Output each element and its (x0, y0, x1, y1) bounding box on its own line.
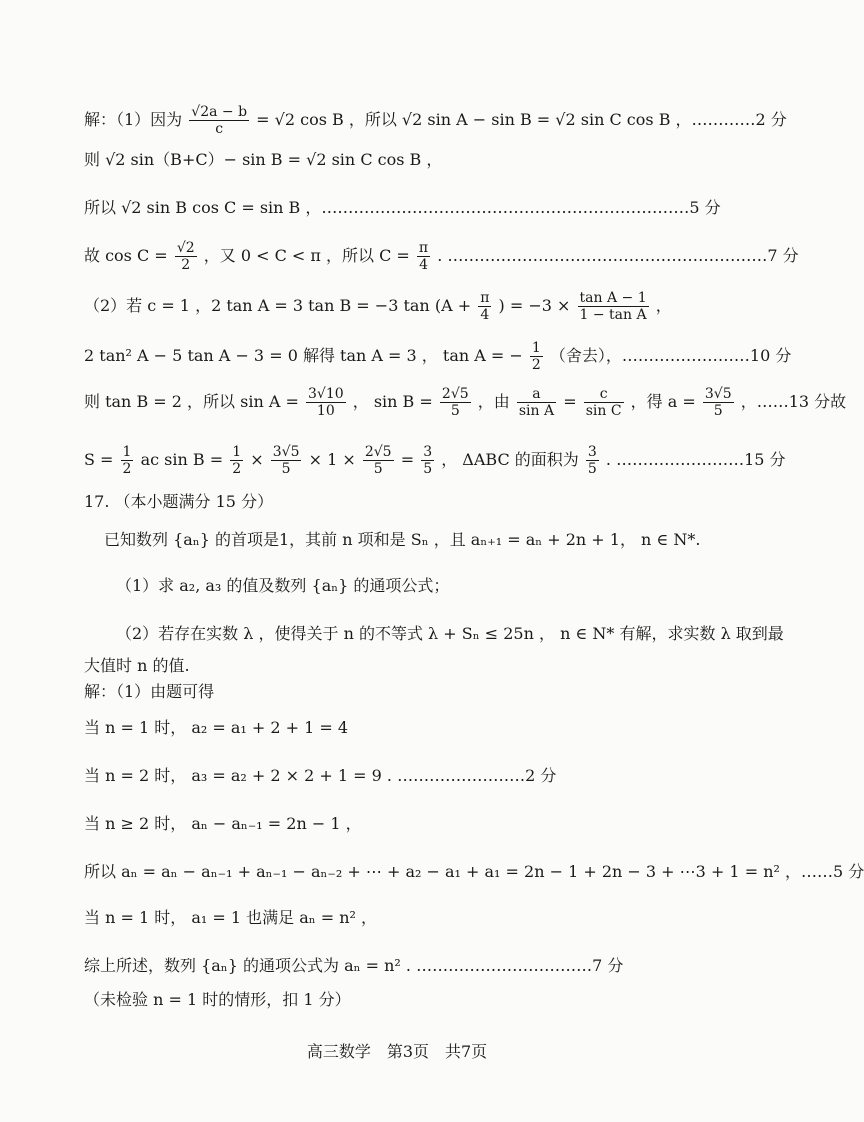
numerator: 3√5 (272, 444, 300, 460)
solution-part1-line3: 所以 √2 sin B cos C = sin B ，……………………………………………………………5 分 (84, 198, 721, 217)
solution-17-line2: 当 n = 2 时， a₃ = a₂ + 2 × 2 + 1 = 9 . ……………………2 分 (84, 766, 557, 785)
solution-part1-line1 (84, 104, 787, 137)
text: （2）若 c = 1 ，2 tan A = 3 tan B = −3 tan (A + (84, 296, 472, 315)
text: ，又 0 < C < π ，所以 C = (203, 246, 410, 265)
solution-part2-line4 (84, 444, 786, 477)
text: ， sin B = (352, 392, 433, 411)
numerator: √2a − b (191, 104, 248, 120)
numerator: 3 (423, 444, 433, 460)
text: ，……13 分故 (740, 392, 847, 411)
solution-17-line4: 所以 aₙ = aₙ − aₙ₋₁ + aₙ₋₁ − aₙ₋₂ + ⋯ + a₂ − a₁ + a₁ = 2n − 1 + 2n − 3 + ⋯3 + 1 = n² ，……5 分 (84, 862, 864, 881)
numerator: √2 (176, 240, 195, 256)
fraction (306, 386, 346, 419)
denominator: 2 (531, 357, 541, 373)
fraction (271, 444, 302, 477)
solution-part2-line2 (84, 340, 792, 373)
text: 故 cos C = (84, 246, 168, 265)
fraction (530, 340, 543, 373)
denominator: 1 − tan A (579, 307, 647, 323)
text: 解：（1）因为 (84, 110, 183, 129)
numerator: 1 (232, 444, 242, 460)
solution-17-line6: 综上所述，数列 {aₙ} 的通项公式为 aₙ = n² . ……………………………7 分 (84, 956, 624, 975)
fraction (584, 386, 624, 419)
denominator: 5 (713, 403, 723, 419)
problem-17-statement: 已知数列 {aₙ} 的首项是1，其前 n 项和是 Sₙ ，且 aₙ₊₁ = aₙ + 2n + 1， n ∈ N*. (104, 530, 701, 549)
problem-17-part2-line1: （2）若存在实数 λ ，使得关于 n 的不等式 λ + Sₙ ≤ 25n ， n ∈ N* 有解，求实数 λ 取到最 (116, 624, 784, 643)
solution-part2-line3 (84, 386, 847, 419)
solution-17-note: （未检验 n = 1 时的情形，扣 1 分） (84, 990, 351, 1009)
numerator: 2√5 (441, 386, 469, 402)
text: = (400, 450, 415, 469)
denominator: 5 (281, 461, 291, 477)
text: = (563, 392, 577, 411)
numerator: a (517, 386, 556, 403)
text: × 1 × (308, 450, 356, 469)
fraction (230, 444, 243, 477)
fraction (417, 240, 430, 273)
fraction (363, 444, 394, 477)
numerator: 2√5 (364, 444, 392, 460)
numerator: π (418, 240, 429, 256)
denominator: sin A (518, 403, 555, 419)
denominator: 5 (373, 461, 383, 477)
text: 则 tan B = 2 ，所以 sin A = (84, 392, 299, 411)
solution-17-heading: 解：（1）由题可得 (84, 682, 215, 701)
denominator: 10 (316, 403, 335, 419)
text: . ……………………………………………………7 分 (437, 246, 799, 265)
denominator: 4 (480, 307, 490, 323)
denominator: 2 (122, 461, 132, 477)
fraction (175, 240, 197, 273)
denominator: 4 (419, 257, 428, 273)
text: = √2 cos B ，所以 √2 sin A − sin B = √2 sin C cos B ，…………2 分 (256, 110, 787, 129)
fraction (440, 386, 471, 419)
fraction (578, 290, 649, 323)
text: ，由 (477, 392, 510, 411)
page-footer: 高三数学 第3页 共7页 (306, 1042, 488, 1061)
text: ， ΔABC 的面积为 (441, 450, 579, 469)
text: ) = −3 × (498, 296, 571, 315)
numerator: 3√10 (308, 386, 344, 402)
denominator: 5 (450, 403, 460, 419)
numerator: 3√5 (704, 386, 732, 402)
text: 2 tan² A − 5 tan A − 3 = 0 解得 tan A = 3 ， tan A = − (84, 346, 523, 365)
numerator: 1 (531, 340, 541, 356)
denominator: 5 (423, 461, 433, 477)
numerator: c (584, 386, 624, 403)
text: . ……………………15 分 (605, 450, 786, 469)
problem-17-part1: （1）求 a₂, a₃ 的值及数列 {aₙ} 的通项公式； (116, 576, 450, 595)
numerator: π (480, 290, 490, 306)
solution-part2-line1 (84, 290, 714, 323)
solution-17-line5: 当 n = 1 时， a₁ = 1 也满足 aₙ = n² ， (84, 908, 378, 927)
fraction (478, 290, 491, 323)
solution-17-line3: 当 n ≥ 2 时， aₙ − aₙ₋₁ = 2n − 1 ， (84, 814, 362, 833)
fraction (189, 104, 249, 137)
text: × (250, 450, 264, 469)
fraction (586, 444, 599, 477)
problem-17-part2-line2: 大值时 n 的值. (84, 656, 190, 675)
text: （舍去），……………………10 分 (549, 346, 792, 365)
solution-17-line1: 当 n = 1 时， a₂ = a₁ + 2 + 1 = 4 (84, 718, 349, 737)
text: ac sin B = (140, 450, 224, 469)
solution-part1-line4 (84, 240, 799, 273)
numerator: tan A − 1 (579, 290, 647, 306)
numerator: 3 (587, 444, 597, 460)
text: S = (84, 450, 114, 469)
fraction (703, 386, 734, 419)
fraction (421, 444, 434, 477)
solution-part1-line2: 则 √2 sin（B+C）− sin B = √2 sin C cos B ， (84, 150, 443, 169)
denominator: sin C (585, 403, 622, 419)
text: ，得 a = (630, 392, 696, 411)
denominator: c (215, 121, 224, 137)
numerator: 1 (122, 444, 132, 460)
problem-17-heading: 17. （本小题满分 15 分） (84, 492, 274, 511)
fraction (121, 444, 134, 477)
text: ， (655, 296, 672, 315)
denominator: 5 (587, 461, 597, 477)
denominator: 2 (232, 461, 242, 477)
fraction (517, 386, 556, 419)
denominator: 2 (181, 257, 191, 273)
